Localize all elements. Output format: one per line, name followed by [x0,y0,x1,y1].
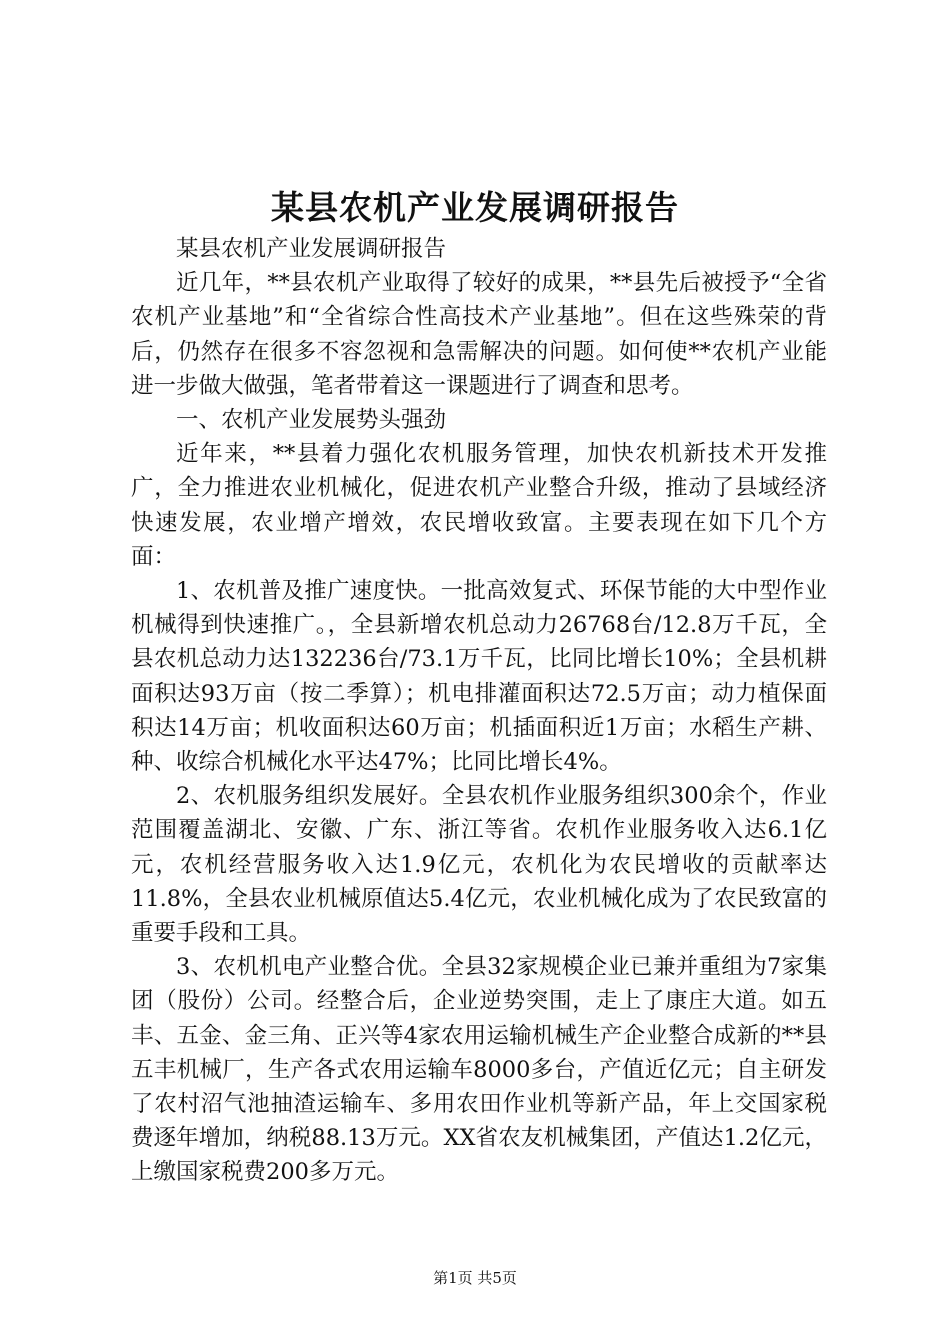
paragraph-point-2: 2、农机服务组织发展好。全县农机作业服务组织300余个，作业范围覆盖湖北、安徽、广东、浙江等省。农机作业服务收入达6.1亿元，农机经营服务收入达1.9亿元，农机化为农民增收的贡献率达11.8%，全县农业机械原值达5.4亿元，农业机械化成为了农民致富的重要手段和工具。 [131,783,827,947]
paragraph-subtitle: 某县农机产业发展调研报告 [176,236,447,262]
document-title: 某县农机产业发展调研报告 [271,188,679,227]
paragraph-point-3: 3、农机机电产业整合优。全县32家规模企业已兼并重组为7家集团（股份）公司。经整合后，企业逆势突围，走上了康庄大道。如五丰、五金、金三角、正兴等4家农用运输机械生产企业整合成新的**县五丰机械厂，生产各式农用运输车8000多台，产值近亿元；自主研发了农村沼气池抽渣运输车、多用农田作业机等新产品，年上交国家税费逐年增加，纳税88.13万元。XX省农友机械集团，产值达1.2亿元，上缴国家税费200多万元。 [131,954,827,1186]
document-body [131,232,827,1190]
section-heading: 一、农机产业发展势头强劲 [176,407,447,434]
paragraph-overview: 近年来，**县着力强化农机服务管理，加快农机新技术开发推广，全力推进农业机械化，促进农机产业整合升级，推动了县域经济快速发展，农业增产增效，农民增收致富。主要表现在如下几个方面： [131,441,827,570]
paragraph-point-1: 1、农机普及推广速度快。一批高效复式、环保节能的大中型作业机械得到快速推广。，全县新增农机总动力26768台/12.8万千瓦，全县农机总动力达132236台/73.1万千瓦，比同比增长10%；全县机耕面积达93万亩（按二季算）；机电排灌面积达72.5万亩；动力植保面积达14万亩；机收面积达60万亩；机插面积近1万亩；水稻生产耕、种、收综合机械化水平达47%；比同比增长4%。 [131,578,827,776]
paragraph-intro: 近几年，**县农机产业取得了较好的成果，**县先后被授予“全省农机产业基地”和“全省综合性高技术产业基地”。但在这些殊荣的背后，仍然存在很多不容忽视和急需解决的问题。如何使**农机产业能进一步做大做强，笔者带着这一课题进行了调查和思考。 [131,270,827,399]
page-number: 第1页 共5页 [433,1269,517,1287]
